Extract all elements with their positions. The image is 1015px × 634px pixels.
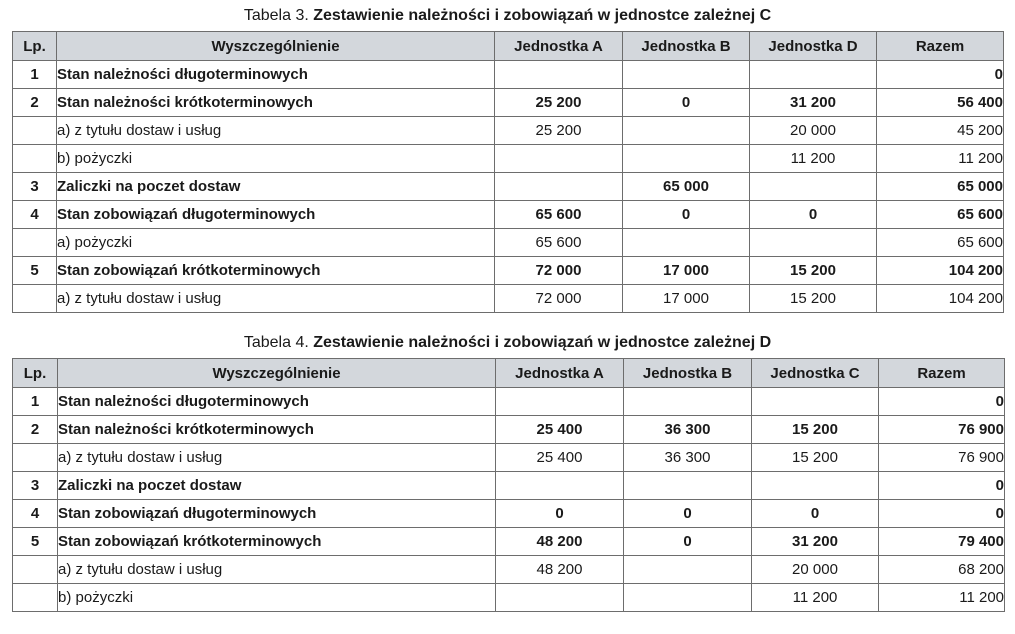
row-unit-2-cell (624, 472, 752, 500)
row-lp-cell: 1 (13, 61, 57, 89)
row-unit-2-cell (624, 556, 752, 584)
row-unit-2-cell: 65 000 (623, 173, 750, 201)
table4-caption-title: Zestawienie należności i zobowiązań w jednostce zależnej D (313, 334, 772, 351)
row-unit-2-cell (624, 584, 752, 612)
row-unit-3-cell: 15 200 (750, 257, 877, 285)
row-lp-cell: 5 (13, 257, 57, 285)
col-header-unit-2: Jednostka B (624, 359, 752, 388)
row-unit-3-cell (750, 61, 877, 89)
table3-body (13, 61, 1004, 313)
table4-caption-prefix: Tabela 4. (243, 334, 309, 351)
table-row (13, 285, 1004, 313)
row-description-cell: a) z tytułu dostaw i usług (57, 117, 495, 145)
table4-body (13, 388, 1005, 612)
table3-caption-title: Zestawienie należności i zobowiązań w jednostce zależnej C (313, 7, 772, 24)
row-unit-1-cell: 25 200 (495, 89, 623, 117)
row-description-cell: a) z tytułu dostaw i usług (58, 444, 496, 472)
row-lp-cell (13, 145, 57, 173)
row-unit-3-cell: 31 200 (750, 89, 877, 117)
col-header-unit-1: Jednostka A (495, 32, 623, 61)
table3 (12, 31, 1004, 313)
row-description-cell: b) pożyczki (58, 584, 496, 612)
row-total-cell: 68 200 (879, 556, 1005, 584)
row-description-cell: Stan zobowiązań długoterminowych (57, 201, 495, 229)
row-lp-cell: 2 (13, 89, 57, 117)
row-unit-1-cell: 25 400 (496, 444, 624, 472)
row-unit-3-cell: 11 200 (750, 145, 877, 173)
row-lp-cell (13, 584, 58, 612)
table-row (13, 257, 1004, 285)
row-unit-1-cell: 25 200 (495, 117, 623, 145)
row-total-cell: 56 400 (877, 89, 1004, 117)
row-total-cell: 0 (879, 388, 1005, 416)
row-lp-cell (13, 556, 58, 584)
row-unit-3-cell (750, 173, 877, 201)
table-row (13, 173, 1004, 201)
row-unit-3-cell: 15 200 (750, 285, 877, 313)
row-total-cell: 0 (877, 61, 1004, 89)
row-unit-1-cell: 65 600 (495, 229, 623, 257)
row-unit-3-cell: 20 000 (752, 556, 879, 584)
row-unit-1-cell: 65 600 (495, 201, 623, 229)
row-total-cell: 11 200 (879, 584, 1005, 612)
row-unit-3-cell: 11 200 (752, 584, 879, 612)
row-unit-2-cell (624, 388, 752, 416)
row-total-cell: 76 900 (879, 416, 1005, 444)
table-row (13, 201, 1004, 229)
table4-caption (0, 333, 1015, 353)
row-unit-1-cell: 48 200 (496, 556, 624, 584)
row-total-cell: 11 200 (877, 145, 1004, 173)
row-total-cell: 65 000 (877, 173, 1004, 201)
row-unit-3-cell: 0 (752, 500, 879, 528)
table-row (13, 444, 1005, 472)
col-header-lp: Lp. (13, 32, 57, 61)
table3-caption (0, 6, 1015, 26)
row-unit-3-cell: 20 000 (750, 117, 877, 145)
row-total-cell: 65 600 (877, 229, 1004, 257)
row-total-cell: 65 600 (877, 201, 1004, 229)
row-unit-1-cell: 48 200 (496, 528, 624, 556)
row-unit-2-cell: 17 000 (623, 257, 750, 285)
row-description-cell: a) z tytułu dostaw i usług (57, 285, 495, 313)
table-row (13, 89, 1004, 117)
table-row (13, 388, 1005, 416)
row-unit-1-cell: 25 400 (496, 416, 624, 444)
row-lp-cell: 4 (13, 500, 58, 528)
row-unit-3-cell: 15 200 (752, 416, 879, 444)
table3-header-row (13, 32, 1004, 61)
row-total-cell: 0 (879, 472, 1005, 500)
table-row (13, 584, 1005, 612)
table-row (13, 145, 1004, 173)
row-unit-1-cell: 72 000 (495, 285, 623, 313)
row-total-cell: 45 200 (877, 117, 1004, 145)
row-unit-2-cell (623, 145, 750, 173)
row-unit-1-cell: 0 (496, 500, 624, 528)
row-description-cell: Stan należności krótkoterminowych (57, 89, 495, 117)
col-header-unit-1: Jednostka A (496, 359, 624, 388)
col-header-lp: Lp. (13, 359, 58, 388)
row-unit-3-cell (752, 388, 879, 416)
table-row (13, 500, 1005, 528)
row-unit-2-cell: 0 (623, 89, 750, 117)
row-unit-2-cell: 36 300 (624, 416, 752, 444)
table-row (13, 61, 1004, 89)
row-unit-1-cell (495, 61, 623, 89)
row-description-cell: Stan należności krótkoterminowych (58, 416, 496, 444)
row-total-cell: 0 (879, 500, 1005, 528)
row-description-cell: a) pożyczki (57, 229, 495, 257)
row-unit-1-cell (496, 388, 624, 416)
table-row (13, 229, 1004, 257)
row-lp-cell: 5 (13, 528, 58, 556)
row-unit-3-cell (750, 229, 877, 257)
table-row (13, 117, 1004, 145)
row-unit-2-cell (623, 117, 750, 145)
row-unit-3-cell (752, 472, 879, 500)
row-lp-cell: 4 (13, 201, 57, 229)
table-row (13, 416, 1005, 444)
row-unit-2-cell: 0 (623, 201, 750, 229)
row-lp-cell: 2 (13, 416, 58, 444)
row-unit-3-cell: 31 200 (752, 528, 879, 556)
row-lp-cell (13, 285, 57, 313)
row-unit-1-cell (495, 145, 623, 173)
row-unit-2-cell: 36 300 (624, 444, 752, 472)
row-unit-2-cell: 0 (624, 528, 752, 556)
row-description-cell: Stan zobowiązań krótkoterminowych (57, 257, 495, 285)
row-lp-cell (13, 444, 58, 472)
table3-caption-prefix: Tabela 3. (243, 7, 309, 24)
table4 (12, 358, 1005, 612)
col-header-unit-2: Jednostka B (623, 32, 750, 61)
col-header-unit-3: Jednostka C (752, 359, 879, 388)
row-unit-2-cell: 0 (624, 500, 752, 528)
row-description-cell: Zaliczki na poczet dostaw (58, 472, 496, 500)
row-unit-2-cell (623, 229, 750, 257)
row-lp-cell: 1 (13, 388, 58, 416)
row-description-cell: Zaliczki na poczet dostaw (57, 173, 495, 201)
row-lp-cell (13, 117, 57, 145)
row-description-cell: Stan zobowiązań długoterminowych (58, 500, 496, 528)
row-total-cell: 104 200 (877, 257, 1004, 285)
row-unit-3-cell: 15 200 (752, 444, 879, 472)
table-row (13, 472, 1005, 500)
row-unit-1-cell: 72 000 (495, 257, 623, 285)
row-total-cell: 104 200 (877, 285, 1004, 313)
col-header-description: Wyszczególnienie (58, 359, 496, 388)
row-unit-2-cell (623, 61, 750, 89)
table4-header-row (13, 359, 1005, 388)
table-row (13, 556, 1005, 584)
row-description-cell: Stan zobowiązań krótkoterminowych (58, 528, 496, 556)
row-lp-cell: 3 (13, 472, 58, 500)
row-unit-1-cell (496, 584, 624, 612)
row-unit-1-cell (495, 173, 623, 201)
row-lp-cell: 3 (13, 173, 57, 201)
table-row (13, 528, 1005, 556)
col-header-total: Razem (879, 359, 1005, 388)
row-unit-1-cell (496, 472, 624, 500)
col-header-unit-3: Jednostka D (750, 32, 877, 61)
row-description-cell: b) pożyczki (57, 145, 495, 173)
col-header-description: Wyszczególnienie (57, 32, 495, 61)
row-unit-3-cell: 0 (750, 201, 877, 229)
row-description-cell: Stan należności długoterminowych (57, 61, 495, 89)
row-total-cell: 76 900 (879, 444, 1005, 472)
col-header-total: Razem (877, 32, 1004, 61)
row-description-cell: Stan należności długoterminowych (58, 388, 496, 416)
row-unit-2-cell: 17 000 (623, 285, 750, 313)
row-total-cell: 79 400 (879, 528, 1005, 556)
row-lp-cell (13, 229, 57, 257)
row-description-cell: a) z tytułu dostaw i usług (58, 556, 496, 584)
